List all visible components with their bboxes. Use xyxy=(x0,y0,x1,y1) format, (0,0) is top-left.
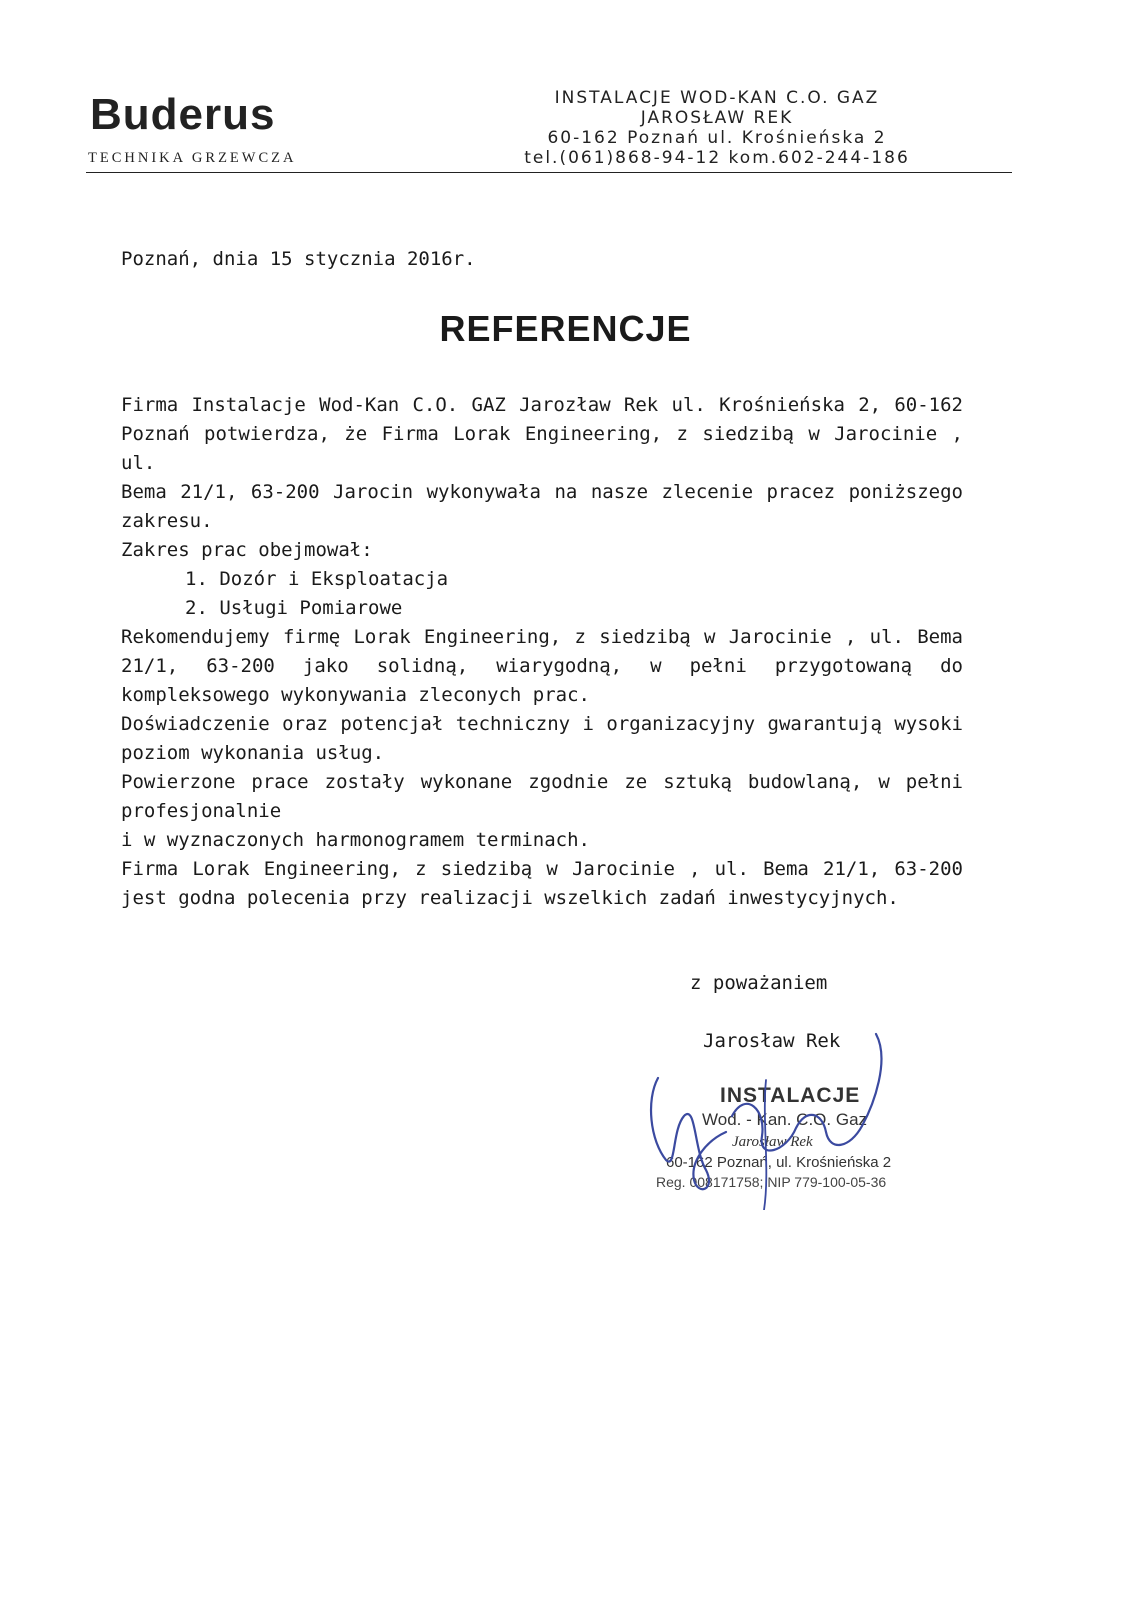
company-owner: JAROSŁAW REK xyxy=(640,108,794,128)
body-line: jest godna polecenia przy realizacji wszelkich zadań inwestycyjnych. xyxy=(121,887,899,909)
body-line: Powierzone prace zostały wykonane zgodnie ze sztuką budowlaną, w pełni xyxy=(121,771,963,793)
list-item: 2. Usługi Pomiarowe xyxy=(185,597,403,619)
body-line: kompleksowego wykonywania zleconych prac. xyxy=(121,684,590,706)
letter-body xyxy=(121,391,963,913)
stamp-line: Reg. 008171758; NIP 779-100-05-36 xyxy=(656,1174,887,1190)
body-line: profesjonalnie xyxy=(121,800,282,822)
company-phone: tel.(061)868-94-12 kom.602-244-186 xyxy=(524,148,910,168)
body-line: i w wyznaczonych harmonogramem terminach. xyxy=(121,829,590,851)
body-line: poziom wykonania usług. xyxy=(121,742,385,764)
body-line: Rekomendujemy firmę Lorak Engineering, z siedzibą w Jarocinie , ul. Bema xyxy=(121,626,963,648)
signer-name: Jarosław Rek xyxy=(703,1030,841,1052)
list-item: 1. Dozór i Eksploatacja xyxy=(185,568,449,590)
stamp-line: Jarosław Rek xyxy=(732,1134,813,1150)
company-address: 60-162 Poznań ul. Krośnieńska 2 xyxy=(547,128,887,148)
brand-tagline: TECHNIKA GRZEWCZA xyxy=(88,150,297,166)
body-line: zakresu. xyxy=(121,510,213,532)
body-line: Poznań potwierdza, że Firma Lorak Engineering, z siedzibą w Jarocinie , ul. xyxy=(121,423,963,474)
company-name: INSTALACJE WOD-KAN C.O. GAZ xyxy=(554,88,880,108)
body-line: Doświadczenie oraz potencjał techniczny i organizacyjny gwarantują wysoki xyxy=(121,713,963,735)
letter-date: Poznań, dnia 15 stycznia 2016r. xyxy=(121,248,476,270)
company-block xyxy=(422,88,1012,168)
letterhead xyxy=(86,84,1012,174)
stamp-line: Wod. - Kan. C.O. Gaz xyxy=(702,1110,868,1129)
closing-phrase: z poważaniem xyxy=(690,972,828,994)
body-line: Bema 21/1, 63-200 Jarocin wykonywała na nasze zlecenie pracez poniższego xyxy=(121,481,963,503)
body-line: Zakres prac obejmował: xyxy=(121,539,373,561)
body-line: Firma Instalacje Wod-Kan C.O. GAZ Jarozław Rek ul. Krośnieńska 2, 60-162 xyxy=(121,394,963,416)
header-divider xyxy=(86,172,1012,173)
stamp-line: 60-162 Poznań, ul. Krośnieńska 2 xyxy=(666,1154,892,1171)
company-stamp xyxy=(650,1084,950,1204)
body-line: Firma Lorak Engineering, z siedzibą w Jarocinie , ul. Bema 21/1, 63-200 xyxy=(121,858,963,880)
stamp-line: INSTALACJE xyxy=(720,1084,861,1107)
brand-logo: Buderus xyxy=(90,90,276,139)
letter-title: REFERENCJE xyxy=(439,308,692,349)
body-line: 21/1, 63-200 jako solidną, wiarygodną, w pełni przygotowaną do xyxy=(121,655,963,677)
